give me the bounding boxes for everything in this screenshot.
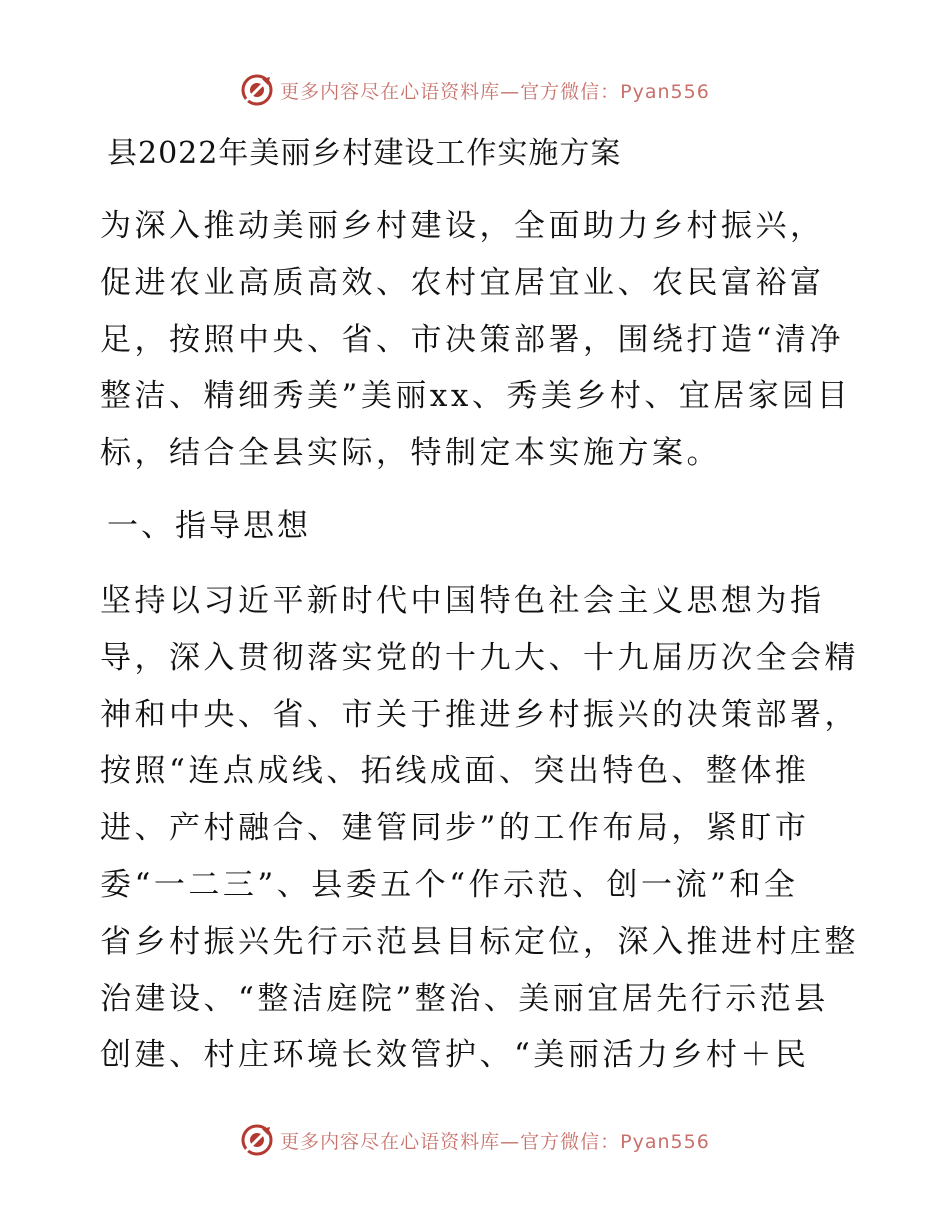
footer-watermark [0,1120,950,1160]
watermark-logo-icon [240,1123,274,1157]
paragraph-line: 导，深入贯彻落实党的十九大、十九届历次全会精 [100,639,859,676]
section-heading: 一、指导思想 [107,508,311,544]
header-watermark [0,70,950,110]
paragraph-line: 按照“连点成线、拓线成面、突出特色、整体推 [100,753,810,790]
paragraph-line: 足，按照中央、省、市决策部署，围绕打造“清净 [100,321,844,358]
paragraph-line: 治建设、“整洁庭院”整治、美丽宜居先行示范县 [100,980,829,1017]
paragraph-line: 创建、村庄环境长效管护、“美丽活力乡村＋民 [100,1037,810,1074]
watermark-logo-icon [240,73,274,107]
document-title: 县2022年美丽乡村建设工作实施方案 [107,136,622,171]
paragraph-line: 整洁、精细秀美”美丽xx、秀美乡村、宜居家园目 [100,378,852,415]
paragraph-line: 促进农业高质高效、农村宜居宜业、农民富裕富 [100,264,825,301]
paragraph-line: 省乡村振兴先行示范县目标定位，深入推进村庄整 [100,923,859,960]
paragraph-line: 委“一二三”、县委五个“作示范、创一流”和全 [100,866,799,903]
paragraph-line: 坚持以习近平新时代中国特色社会主义思想为指 [100,583,825,619]
paragraph-line: 为深入推动美丽乡村建设，全面助力乡村振兴， [100,208,825,244]
paragraph-line: 神和中央、省、市关于推进乡村振兴的决策部署， [100,696,859,733]
watermark-text: 更多内容尽在心语资料库—官方微信：Pyan556 [280,80,710,103]
section-paragraph [100,573,860,1084]
intro-paragraph [100,198,860,482]
paragraph-line: 标，结合全县实际，特制定本实施方案。 [100,435,721,472]
paragraph-line: 进、产村融合、建管同步”的工作布局，紧盯市 [100,810,810,847]
watermark-text: 更多内容尽在心语资料库—官方微信：Pyan556 [280,1130,710,1153]
